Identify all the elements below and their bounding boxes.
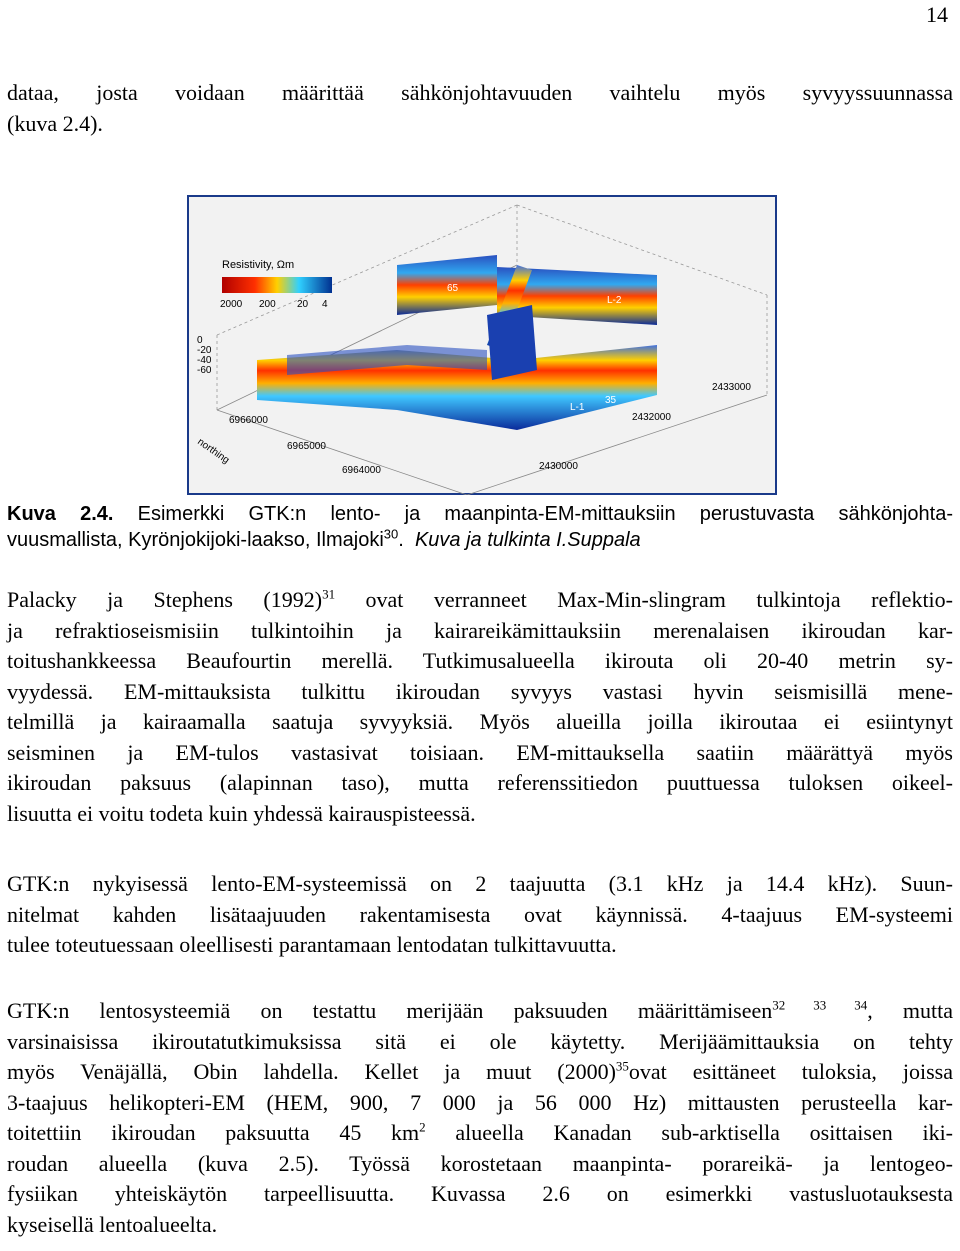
intro-paragraph	[7, 78, 953, 139]
text-line: varsinaisissa ikiroutatutkimuksissa sitä ei ole käytetty. Merijäämittauksia on tehty	[7, 1028, 953, 1054]
northing-tick: 6966000	[229, 415, 268, 426]
text-fragment: GTK:n lentosysteemiä on testattu merijään paksuuden määrittämiseen	[7, 998, 773, 1023]
text-line: toitushankkeessa Beaufourtin merellä. Tutkimusalueella ikirouta oli 20-40 metrin sy-	[7, 648, 953, 673]
caption-text: Esimerkki GTK:n lento- ja maanpinta-EM-mittauksiin perustuvasta sähkönjohta-	[137, 503, 954, 525]
figure-caption	[7, 501, 953, 553]
legend-title: Resistivity, Ωm	[222, 259, 295, 271]
depth-tick: -60	[197, 365, 212, 376]
text-line: lisuutta ei voitu todeta kuin yhdessä kairauspisteessä.	[7, 800, 476, 826]
northing-axis-label: northing	[195, 436, 232, 467]
text-line: tulee toteutuessaan oleellisesti parantamaan lentodatan tulkittavuutta.	[7, 932, 617, 957]
caption-label: Kuva 2.4.	[7, 503, 114, 525]
text-fragment: myös Venäjällä, Obin lahdella. Kellet ja muut (2000)	[7, 1059, 616, 1084]
northing-tick: 6965000	[287, 441, 326, 452]
depth-tick: -40	[197, 355, 212, 366]
text-line: nitelmat kahden lisätaajuuden rakentamisesta ovat käynnissä. 4-taajuus EM-systeemi	[7, 901, 953, 927]
caption-credit: Kuva ja tulkinta I.Suppala	[414, 529, 641, 551]
northing-tick: 6964000	[342, 465, 381, 476]
text-line: dataa, josta voidaan määrittää sähkönjohtavuuden vaihtelu myös syvyyssuunnassa	[7, 80, 953, 105]
reference-number: 31	[322, 586, 336, 602]
text-line: 3-taajuus helikopteri-EM (HEM, 900, 7 000 ja 56 000 Hz) mittausten perusteella kar-	[7, 1089, 953, 1115]
line-label: 35	[605, 395, 617, 406]
text-line: ikiroudan paksuus (alapinnan taso), mutta referenssitiedon puuttuessa tuloksen oikeel-	[7, 770, 953, 795]
reference-number: 35	[615, 1058, 629, 1074]
legend-tick: 20	[297, 299, 309, 310]
legend-tick: 4	[322, 299, 328, 310]
resistivity-figure	[187, 195, 777, 495]
text-line: roudan alueella (kuva 2.5). Työssä korostetaan maanpinta- porareikä- ja lentogeo-	[7, 1150, 953, 1176]
depth-tick: -20	[197, 345, 212, 356]
text-line: kyseisellä lentoalueelta.	[7, 1211, 218, 1237]
body-paragraph	[7, 869, 953, 961]
text-fragment: ovat esittäneet tuloksia, joissa	[628, 1059, 953, 1084]
caption-text: vuusmallista, Kyrönjokijoki-laakso, Ilmajoki	[7, 529, 384, 551]
easting-tick: 2432000	[632, 412, 671, 423]
body-paragraph	[7, 996, 953, 1240]
text-line: telmillä ja kairaamalla saatuja syvyyksiä. Myös alueilla joilla ikiroutaa ei esiintynyt	[7, 709, 953, 734]
text-fragment: alueella Kanadan sub-arktisella osittaisen iki-	[425, 1120, 954, 1145]
line-label: L-2	[607, 295, 622, 306]
body-paragraph	[7, 585, 953, 829]
line-label: L-1	[570, 402, 585, 413]
text-line: vyydessä. EM-mittauksista tulkittu ikiroudan syvyys vastasi hyvin seismisillä mene-	[7, 678, 953, 704]
resistivity-colorbar	[222, 277, 332, 293]
text-line: seisminen ja EM-tulos vastasivat toisiaan. EM-mittauksella saatiin määrättyä myös	[7, 739, 953, 765]
easting-tick: 2430000	[539, 461, 578, 472]
text-fragment: toitettiin ikiroudan paksuutta 45 km	[7, 1120, 420, 1145]
reference-number: 30	[383, 526, 399, 542]
text-fragment: Palacky ja Stephens (1992)	[7, 587, 323, 612]
legend-tick: 2000	[220, 299, 243, 310]
text-line: fysiikan yhteiskäytön tarpeellisuutta. Kuvassa 2.6 on esimerkki vastusluotauksesta	[7, 1181, 953, 1206]
text-fragment: , mutta	[867, 998, 954, 1023]
resistivity-model-image	[187, 195, 777, 495]
page-number: 14	[926, 2, 948, 27]
legend-tick: 200	[259, 299, 276, 310]
text-fragment: ovat verranneet Max-Min-slingram tulkintoja reflektio-	[335, 587, 953, 612]
depth-tick: 0	[197, 335, 203, 346]
superscript: 2	[419, 1119, 426, 1135]
reference-number: 32 33 34	[772, 997, 868, 1013]
caption-text: .	[398, 529, 404, 551]
easting-tick: 2433000	[712, 382, 751, 393]
text-line: ja refraktioseismisiin tulkintoihin ja kairareikämittauksiin merenalaisen ikiroudan kar-	[7, 617, 953, 643]
text-line: (kuva 2.4).	[7, 110, 103, 136]
text-line: GTK:n nykyisessä lento-EM-systeemissä on 2 taajuutta (3.1 kHz ja 14.4 kHz). Suun-	[7, 871, 953, 896]
line-label: 65	[447, 283, 459, 294]
